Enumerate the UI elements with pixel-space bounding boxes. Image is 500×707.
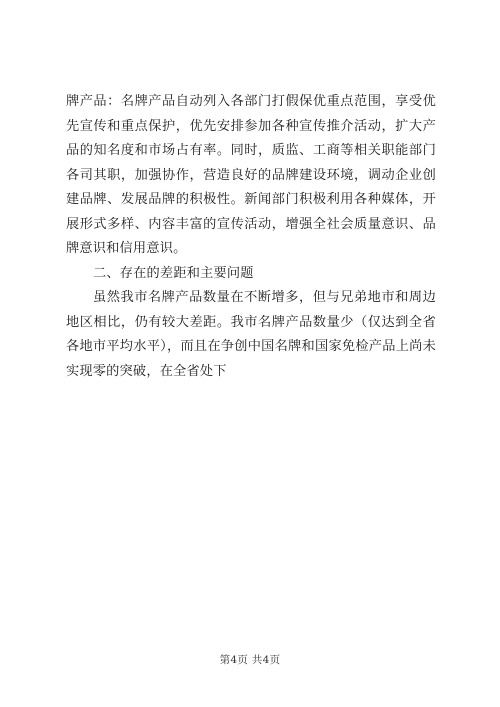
section-heading: 二、存在的差距和主要问题 xyxy=(93,265,254,281)
document-body xyxy=(66,90,436,384)
paragraph-continuation: 牌产品：名牌产品自动列入各部门打假保优重点范围，享受优先宣传和重点保护，优先安排参加各种宣传推介活动，扩大产品的知名度和市场占有率。同时，质监、工商等相关职能部门各司其职，加强协作，营造良好的品牌建设环境，调动企业创建品牌、发展品牌的积极性。新闻部门积极利用各种媒体，开展形式多样、内容丰富的宣传活动，增强全社会质量意识、品牌意识和信用意识。 xyxy=(66,94,436,256)
paragraph-gap-analysis: 虽然我市名牌产品数量在不断增多，但与兄弟地市和周边地区相比，仍有较大差距。我市名牌产品数量少（仅达到全省各地市平均水平），而且在争创中国名牌和国家免检产品上尚未实现零的突破，在全省处下 xyxy=(66,290,436,379)
page-number-footer: 第4页 共4页 xyxy=(219,654,281,666)
